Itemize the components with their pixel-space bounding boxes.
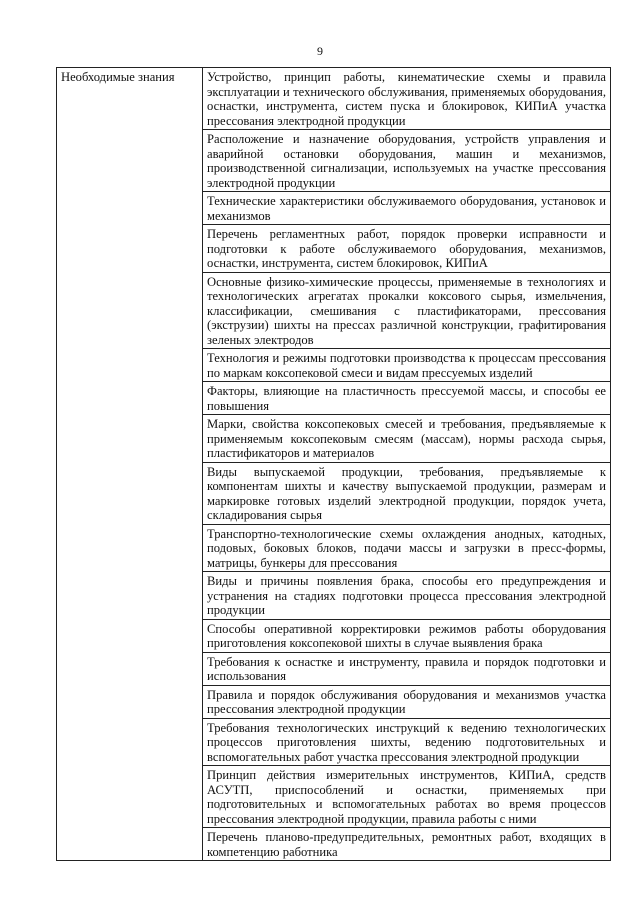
knowledge-item: Требования к оснастке и инструменту, правила и порядок подготовки и использования <box>203 652 611 685</box>
knowledge-item: Виды выпускаемой продукции, требования, предъявляемые к компонентам шихты и качеству выпускаемой продукции, размерам и маркировке готовых изделий электродной продукции, порядок учета, складирования сырья <box>203 462 611 524</box>
knowledge-item: Требования технологических инструкций к ведению технологических процессов приготовления шихты, ведению подготовительных и вспомогательных работ участка прессования электродной продукции <box>203 718 611 766</box>
knowledge-table-body <box>57 68 611 861</box>
knowledge-item: Принцип действия измерительных инструментов, КИПиА, средств АСУТП, приспособлений и оснастки, применяемых при подготовительных и вспомогательных работах во время процессов прессования электродной продукции, правила работы с ними <box>203 766 611 828</box>
knowledge-item: Устройство, принцип работы, кинематические схемы и правила эксплуатации и технического обслуживания, применяемых оборудования, оснастки, инструмента, систем пуска и блокировок, КИПиА участка прессования электродной продукции <box>203 68 611 130</box>
knowledge-item: Способы оперативной корректировки режимов работы оборудования приготовления коксопековой шихты в случае выявления брака <box>203 619 611 652</box>
knowledge-item: Виды и причины появления брака, способы его предупреждения и устранения на стадиях подготовки процесса прессования электродной продукции <box>203 572 611 620</box>
knowledge-item: Технические характеристики обслуживаемого оборудования, установок и механизмов <box>203 192 611 225</box>
knowledge-item: Марки, свойства коксопековых смесей и требования, предъявляемые к применяемым коксопековым смесям (массам), нормы расхода сырья, пластификаторов и материалов <box>203 415 611 463</box>
knowledge-item: Перечень планово-предупредительных, ремонтных работ, входящих в компетенцию работника <box>203 828 611 861</box>
knowledge-item: Факторы, влияющие на пластичность прессуемой массы, и способы ее повышения <box>203 382 611 415</box>
knowledge-item: Транспортно-технологические схемы охлаждения анодных, катодных, подовых, боковых блоков, подачи массы и загрузки в пресс-формы, матрицы, бункеры для прессования <box>203 524 611 572</box>
knowledge-item: Технология и режимы подготовки производства к процессам прессования по маркам коксопековой смеси и видам прессуемых изделий <box>203 349 611 382</box>
knowledge-item: Расположение и назначение оборудования, устройств управления и аварийной остановки оборудования, машин и механизмов, производственной сигнализации, используемых на участке прессования электродной продукции <box>203 130 611 192</box>
knowledge-table <box>56 67 611 861</box>
knowledge-item: Основные физико-химические процессы, применяемые в технологиях и технологических агрегатах прокалки коксового сырья, измельчения, классификации, смешивания с пластификаторами, прессования (экструзии) шихты на прессах различной конструкции, графитирования зеленых электродов <box>203 272 611 349</box>
page-number: 9 <box>317 44 323 58</box>
section-label: Необходимые знания <box>57 68 203 861</box>
knowledge-item: Правила и порядок обслуживания оборудования и механизмов участка прессования электродной продукции <box>203 685 611 718</box>
knowledge-item: Перечень регламентных работ, порядок проверки исправности и подготовки к работе обслуживаемого оборудования, механизмов, оснастки, инструмента, систем блокировок, КИПиА <box>203 225 611 273</box>
table-row <box>57 68 611 130</box>
